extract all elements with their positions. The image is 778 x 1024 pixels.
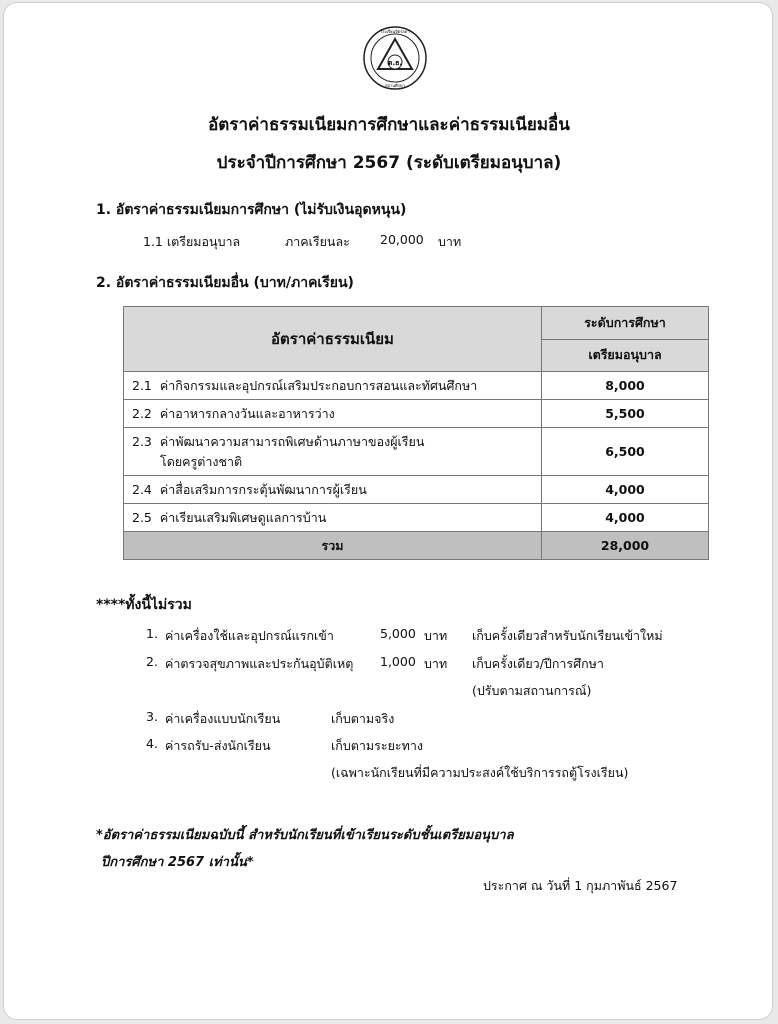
excluded-item-no: 1. (146, 626, 158, 641)
excluded-item-label: ค่าเครื่องแบบนักเรียน (165, 711, 281, 726)
excluded-item-note: เก็บตามจริง (331, 711, 395, 726)
fees-table (123, 306, 709, 560)
footnote-line2: ปีการศึกษา 2567 เท่านั้น* (101, 855, 254, 870)
row-no: 2.4 (132, 481, 152, 497)
page-title-line2: ประจำปีการศึกษา 2567 (ระดับเตรียมอนุบาล) (216, 153, 562, 173)
excluded-heading: ****ทั้งนี้ไม่รวม (96, 597, 192, 613)
row-no: 2.3 (132, 433, 152, 449)
document-page (3, 2, 773, 1020)
row-desc: ค่าอาหารกลางวันและอาหารว่าง (159, 405, 335, 421)
excluded-item-amount: 1,000 (380, 654, 416, 669)
row-no: 2.5 (132, 509, 152, 525)
excluded-item-label: ค่าเครื่องใช้และอุปกรณ์แรกเข้า (165, 628, 334, 643)
row-no: 2.1 (132, 377, 152, 393)
section1-item-label: 1.1 เตรียมอนุบาล (143, 234, 241, 249)
row-desc: ค่าเรียนเสริมพิเศษดูแลการบ้าน (159, 509, 327, 525)
excluded-item-note: เก็บครั้งเดียว/ปีการศึกษา (472, 656, 604, 671)
excluded-item-note2: (เฉพาะนักเรียนที่มีความประสงค์ใช้บริการรถตู้โรงเรียน) (331, 765, 629, 780)
excluded-item-note2: (ปรับตามสถานการณ์) (472, 683, 592, 698)
row-desc: ค่าสื่อเสริมการกระตุ้นพัฒนาการผู้เรียน (159, 481, 367, 497)
logo-top-text: โรงเรียนจิตรลดา (380, 29, 410, 34)
excluded-item-unit: บาท (424, 656, 448, 671)
table-row (124, 428, 709, 476)
excluded-item-label: ค่ารถรับ-ส่งนักเรียน (165, 738, 271, 753)
section1-item-term: ภาคเรียนละ (285, 234, 350, 249)
announcement-date: ประกาศ ณ วันที่ 1 กุมภาพันธ์ 2567 (483, 878, 678, 893)
total-label: รวม (124, 532, 542, 560)
excluded-item-note: เก็บครั้งเดียวสำหรับนักเรียนเข้าใหม่ (472, 628, 663, 643)
table-row (124, 476, 709, 504)
page-title-line1: อัตราค่าธรรมเนียมการศึกษาและค่าธรรมเนียมอื่น (208, 115, 570, 135)
table-header-sublevel: เตรียมอนุบาล (542, 339, 709, 372)
excluded-item-label: ค่าตรวจสุขภาพและประกันอุบัติเหตุ (165, 656, 354, 671)
row-desc-cont: โดยครูต่างชาติ (160, 453, 243, 469)
row-value: 5,500 (542, 400, 709, 428)
excluded-item-unit: บาท (424, 628, 448, 643)
logo-center-text: ต.ธ. (387, 59, 403, 67)
school-logo-icon (362, 25, 428, 91)
row-value: 4,000 (542, 504, 709, 532)
row-value: 6,500 (542, 428, 709, 476)
table-header-fee: อัตราค่าธรรมเนียม (124, 307, 542, 372)
excluded-item-amount: 5,000 (380, 626, 416, 641)
table-row (124, 504, 709, 532)
logo-bottom-text: สถานศึกษา (385, 83, 405, 88)
footnote-line1: *อัตราค่าธรรมเนียมฉบับนี้ สำหรับนักเรียนที่เข้าเรียนระดับชั้นเตรียมอนุบาล (96, 828, 514, 843)
section1-item-amount: 20,000 (380, 232, 424, 247)
row-value: 4,000 (542, 476, 709, 504)
table-row (124, 400, 709, 428)
section1-heading: 1. อัตราค่าธรรมเนียมการศึกษา (ไม่รับเงินอุดหนุน) (96, 202, 407, 218)
row-value: 8,000 (542, 372, 709, 400)
section2-heading: 2. อัตราค่าธรรมเนียมอื่น (บาท/ภาคเรียน) (96, 275, 354, 291)
excluded-item-no: 2. (146, 654, 158, 669)
row-desc: ค่าพัฒนาความสามารถพิเศษด้านภาษาของผู้เรียน (159, 433, 425, 449)
excluded-item-note: เก็บตามระยะทาง (331, 738, 423, 753)
row-no: 2.2 (132, 405, 152, 421)
total-value: 28,000 (542, 532, 709, 560)
section1-item-unit: บาท (438, 234, 462, 249)
table-total-row (124, 532, 709, 560)
excluded-item-no: 3. (146, 709, 158, 724)
excluded-item-no: 4. (146, 736, 158, 751)
table-header-level: ระดับการศึกษา (542, 307, 709, 340)
row-desc: ค่ากิจกรรมและอุปกรณ์เสริมประกอบการสอนและทัศนศึกษา (159, 377, 478, 393)
table-row (124, 372, 709, 400)
